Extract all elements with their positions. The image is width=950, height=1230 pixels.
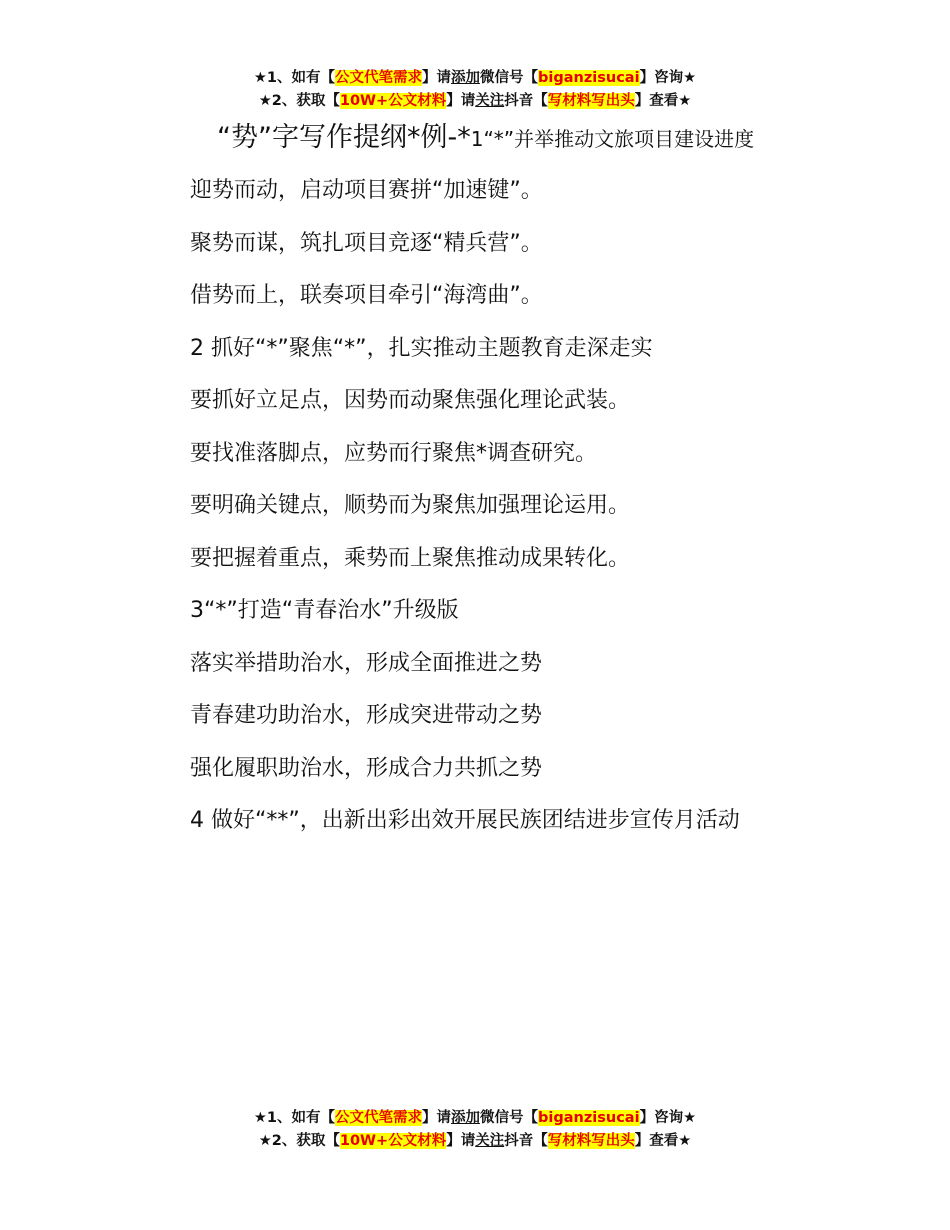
banner-line-1 [0, 67, 950, 90]
banner-text: 】请 [446, 1133, 476, 1149]
banner-text: 】请 [422, 1110, 452, 1126]
banner-text: 微信号【 [480, 1110, 539, 1126]
banner-text: 】查看★ [634, 93, 692, 109]
banner-highlight: 10W+公文材料 [339, 1133, 447, 1149]
section-heading: 2 抓好“*”聚焦“*”，扎实推动主题教育走深走实 [190, 335, 653, 361]
banner-text: 抖音【 [504, 93, 548, 109]
section-heading: 4 做好“**”，出新出彩出效开展民族团结进步宣传月活动 [190, 808, 740, 833]
banner-underline: 关注 [475, 93, 505, 109]
banner-line-2 [0, 90, 950, 113]
paragraph: 要找准落脚点，应势而行聚焦*调查研究。 [190, 440, 598, 466]
paragraph: 借势而上，联奏项目牵引“海湾曲”。 [190, 283, 543, 308]
banner-douyin-id: 写材料写出头 [547, 93, 635, 109]
banner-wechat-id: biganzisucai [538, 1110, 640, 1126]
document-body [140, 112, 812, 848]
banner-text: ★1、如有【 [253, 1110, 336, 1126]
banner-text: ★2、获取【 [258, 93, 340, 109]
banner-underline: 关注 [475, 1133, 505, 1149]
title-tail: 1“*”并举推动文旅项目建设进度 [470, 127, 755, 151]
paragraph: 聚势而谋，筑扎项目竞逐“精兵营”。 [190, 230, 543, 256]
banner-text: 】请 [446, 93, 476, 109]
banner-text: ★1、如有【 [253, 70, 336, 86]
banner-line-1 [0, 1107, 950, 1130]
banner-text: 】咨询★ [639, 70, 697, 86]
document-title [140, 112, 812, 165]
paragraph: 强化履职助治水，形成合力共抓之势 [190, 755, 543, 781]
paragraph: 要抓好立足点，因势而动聚焦强化理论武装。 [190, 388, 631, 413]
banner-douyin-id: 写材料写出头 [547, 1133, 635, 1149]
banner-underline: 添加 [451, 1110, 481, 1126]
banner-wechat-id: biganzisucai [538, 70, 640, 86]
paragraph: 迎势而动，启动项目赛拼“加速键”。 [190, 178, 543, 203]
paragraph: 要明确关键点，顺势而为聚焦加强理论运用。 [190, 493, 631, 518]
banner-text: 】咨询★ [639, 1110, 697, 1126]
banner-underline: 添加 [451, 70, 481, 86]
banner-highlight: 10W+公文材料 [339, 93, 447, 109]
paragraph: 要把握着重点，乘势而上聚焦推动成果转化。 [190, 545, 631, 571]
footer-banner [0, 1107, 950, 1153]
title-main: “势”字写作提纲*例-* [217, 122, 471, 153]
banner-text: 微信号【 [480, 70, 539, 86]
banner-highlight: 公文代笔需求 [335, 70, 423, 86]
paragraph: 落实举措助治水，形成全面推进之势 [190, 650, 543, 676]
section-heading: 3“*”打造“青春治水”升级版 [190, 598, 459, 623]
banner-text: 抖音【 [504, 1133, 548, 1149]
banner-text: 】查看★ [634, 1133, 692, 1149]
paragraph: 青春建功助治水，形成突进带动之势 [190, 703, 543, 728]
banner-line-2 [0, 1130, 950, 1153]
banner-text: ★2、获取【 [258, 1133, 340, 1149]
banner-text: 】请 [422, 70, 452, 86]
header-banner [0, 67, 950, 113]
banner-highlight: 公文代笔需求 [335, 1110, 423, 1126]
